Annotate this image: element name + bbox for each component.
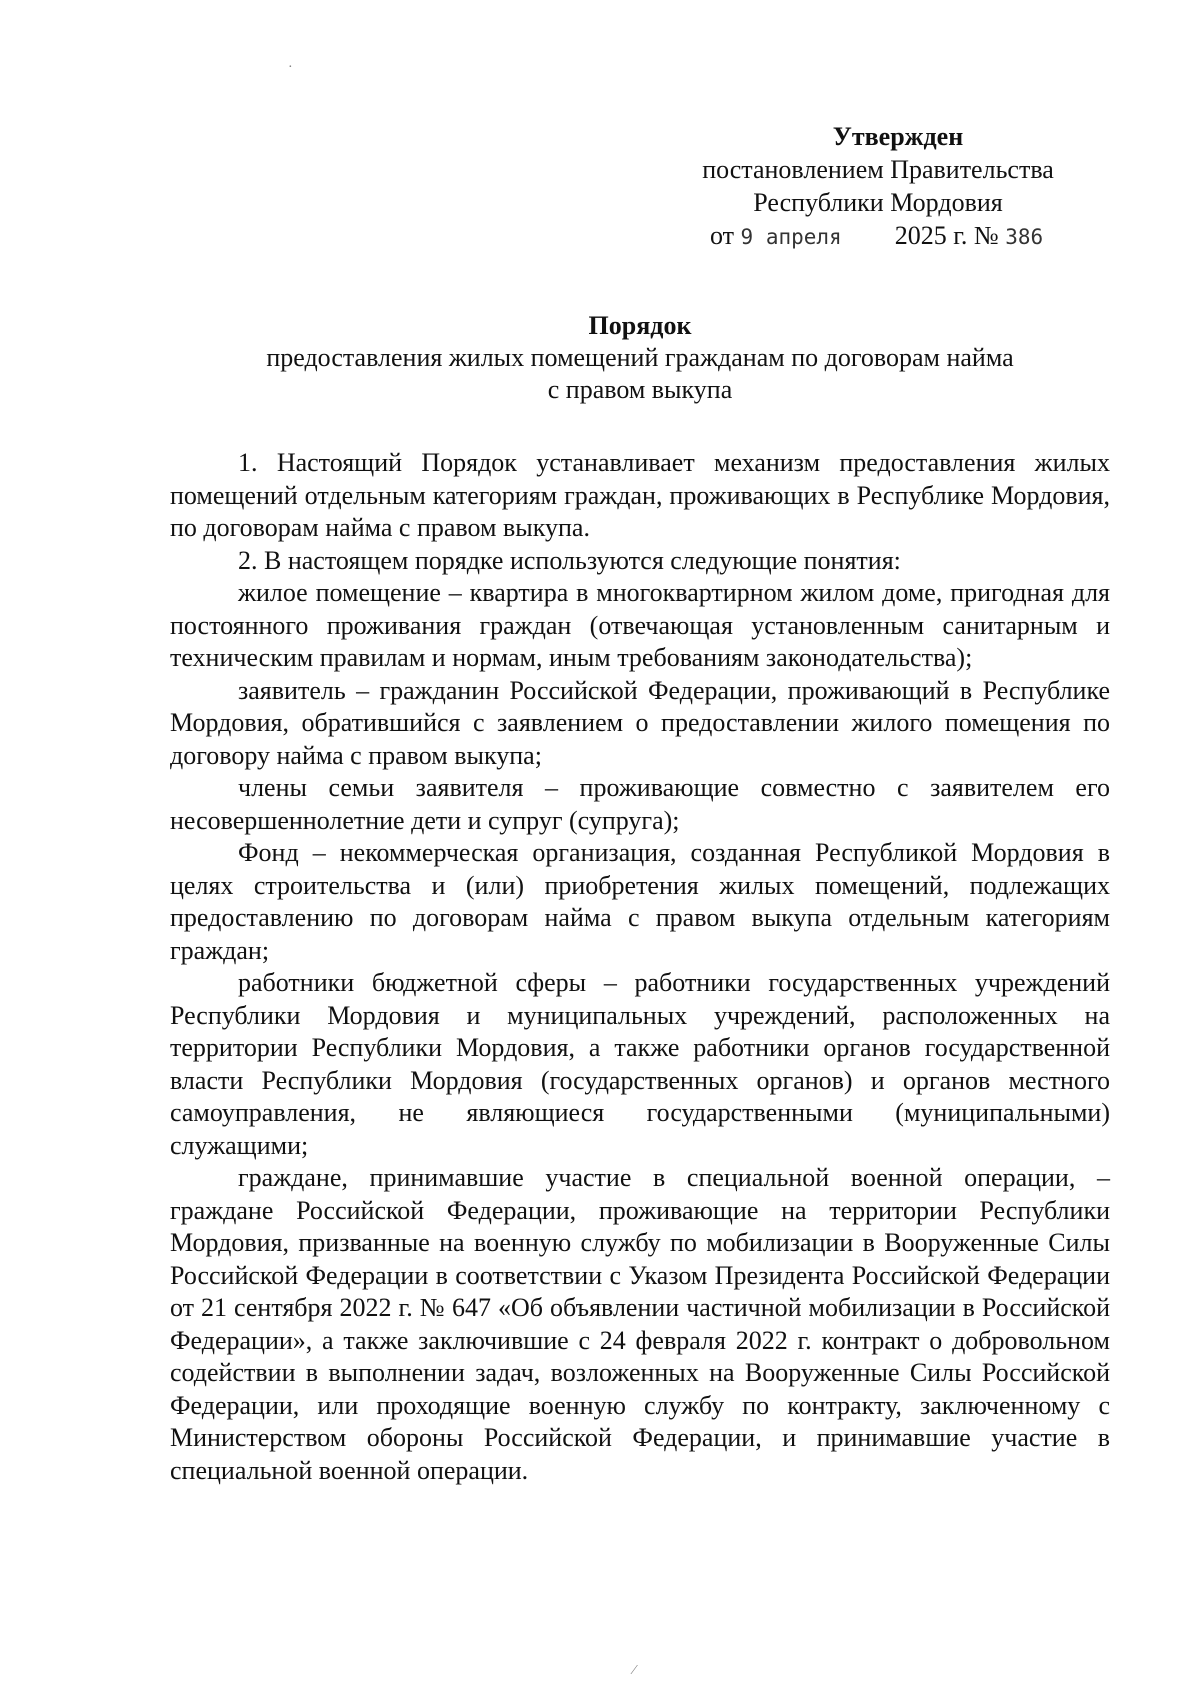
paragraph-2: 2. В настоящем порядке используются следующие понятия: [238,545,901,575]
document-subtitle-line-1: предоставления жилых помещений гражданам по договорам найма [266,343,1014,372]
definition-svo-participants: граждане, принимавшие участие в специальной военной операции, – граждане Российской Федерации, проживающие на территории Республики Мордовия, призванные на военную службу по мобилизации в Вооруженные Силы Российской Федерации в соответствии с Указом Президента Российской Федерации от 21 сентября 2022 г. № 647 «Об объявлении частичной мобилизации в Российской Федерации», а также заключившие с 24 февраля 2022 г. контракт о добровольном содействии в выполнении задач, возложенных на Вооруженные Силы Российской Федерации, или проходящие военную службу по контракту, заключенному с Министерством обороны Российской Федерации, и принимавшие участие в специальной военной операции. [170,1163,1110,1485]
approval-date-line [710,219,1088,254]
definition-applicant: заявитель – гражданин Российской Федерации, проживающий в Республике Мордовия, обратившийся с заявлением о предоставлении жилого помещения по договору найма с правом выкупа; [170,675,1110,770]
document-title: Порядок [588,311,692,340]
definition-fund: Фонд – некоммерческая организация, созданная Республикой Мордовия в целях строительства и (или) приобретения жилых помещений, подлежащих предоставлению по договорам найма с правом выкупа отдельным категориям граждан; [170,838,1110,965]
approval-line-1: постановлением Правительства [702,155,1054,184]
document-body [170,447,1110,1487]
approval-stamp-block [668,120,1088,254]
date-year: 2025 г. № [894,221,999,250]
scan-speck: · [288,60,293,75]
document-title-block [170,310,1110,406]
paragraph-1: 1. Настоящий Порядок устанавливает механизм предоставления жилых помещений отдельным категориям граждан, проживающих в Республике Мордовия, по договорам найма с правом выкупа. [170,448,1110,542]
definition-family-members: члены семьи заявителя – проживающие совместно с заявителем его несовершеннолетние дети и супруг (супруга); [170,773,1110,835]
scan-speck: ⁄ [633,1663,636,1678]
definition-residential-premises: жилое помещение – квартира в многоквартирном жилом доме, пригодная для постоянного проживания граждан (отвечающая установленным санитарным и техническим правилам и нормам, иным требованиям законодательства); [170,578,1110,672]
approval-heading: Утвержден [832,122,964,151]
date-day-month: 9 апреля [740,225,842,249]
approval-line-2: Республики Мордовия [753,188,1003,217]
definition-public-sector-workers: работники бюджетной сферы – работники государственных учреждений Республики Мордовия и муниципальных учреждений, расположенных на территории Республики Мордовия, а также работники органов государственной власти Республики Мордовия (государственных органов) и органов местного самоуправления, не являющиеся государственными (муниципальными) служащими; [170,968,1110,1160]
date-prefix: от [710,221,735,250]
document-number: 386 [1005,225,1044,249]
document-subtitle-line-2: с правом выкупа [547,375,733,404]
